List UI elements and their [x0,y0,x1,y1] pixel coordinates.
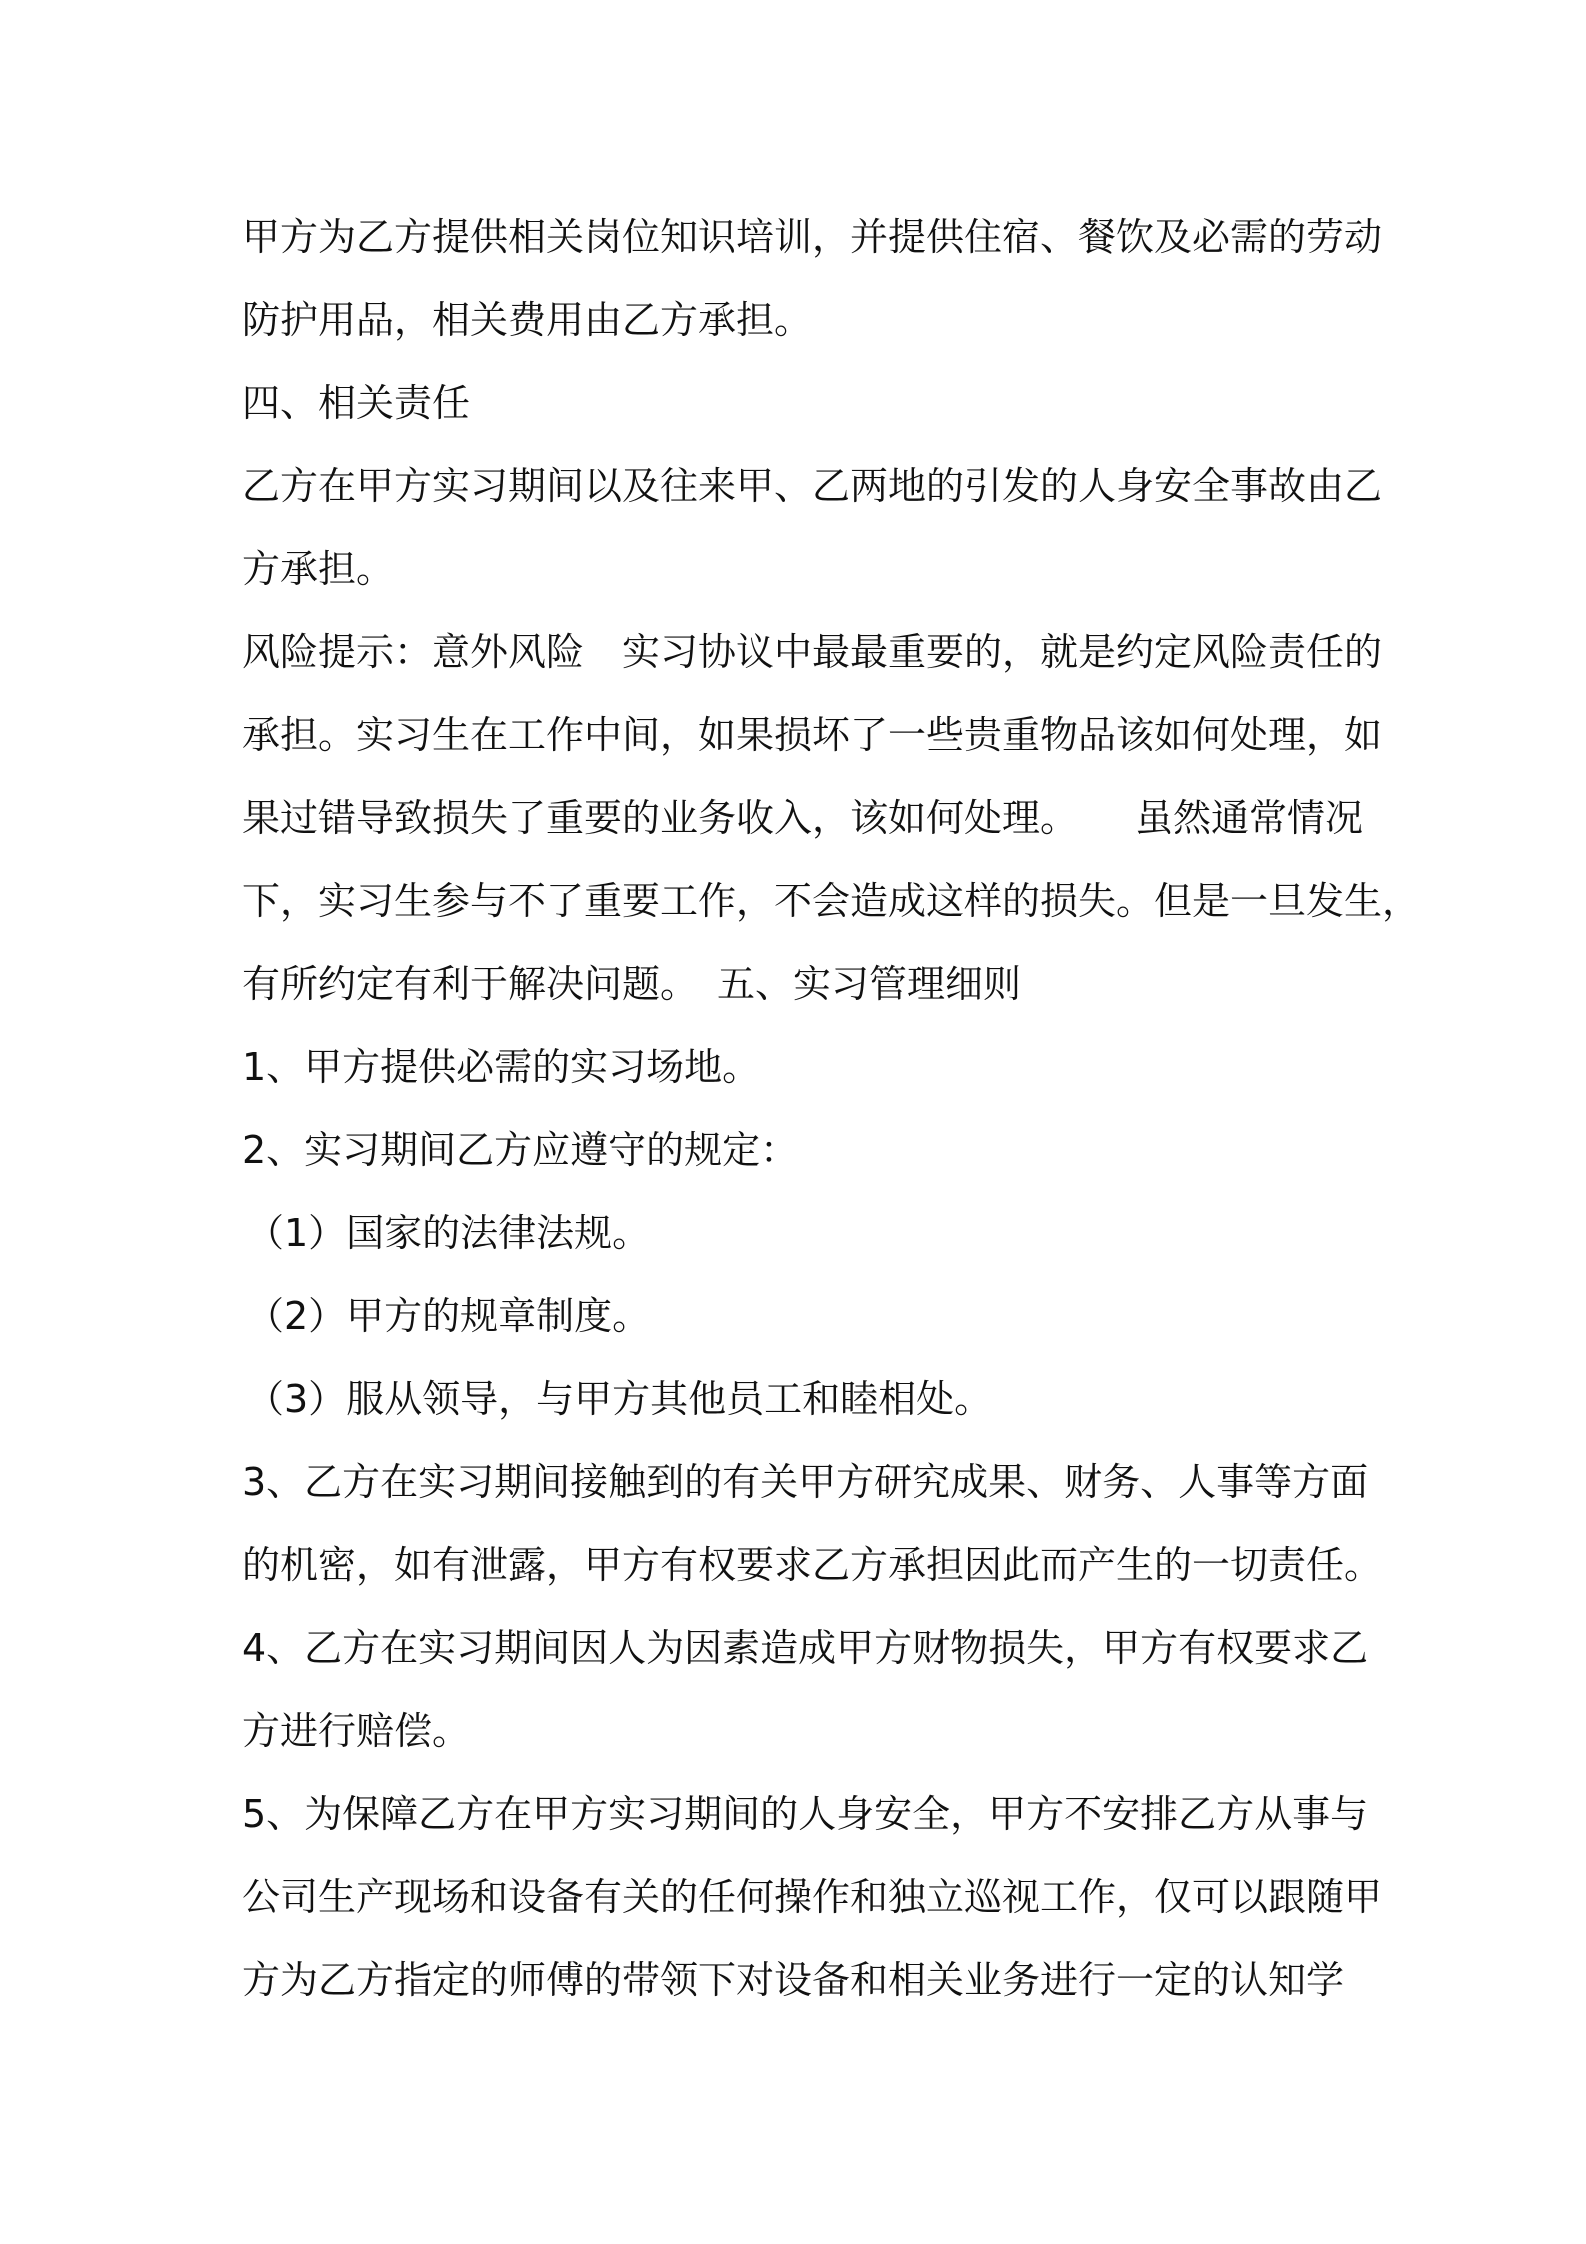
text-line: 防护用品，相关费用由乙方承担。 [242,298,813,342]
text-line: 果过错导致损失了重要的业务收入，该如何处理。 虽然通常情况 [242,796,1364,840]
sub-list-item: （1）国家的法律法规。 [246,1211,651,1255]
text-line: 风险提示：意外风险 实习协议中最最重要的，就是约定风险责任的 [242,630,1383,674]
list-item: 2、实习期间乙方应遵守的规定： [242,1128,799,1172]
document-body [242,196,1421,2022]
text-line: 甲方为乙方提供相关岗位知识培训，并提供住宿、餐饮及必需的劳动 [242,215,1383,259]
text-line: 方承担。 [242,547,395,591]
section-heading: 四、相关责任 [242,381,471,425]
list-item: 5、为保障乙方在甲方实习期间的人身安全，甲方不安排乙方从事与 [242,1792,1369,1836]
text-line: 乙方在甲方实习期间以及往来甲、乙两地的引发的人身安全事故由乙 [242,464,1383,508]
sub-list-item: （3）服从领导，与甲方其他员工和睦相处。 [246,1377,993,1421]
text-line: 的机密，如有泄露，甲方有权要求乙方承担因此而产生的一切责任。 [242,1543,1383,1587]
list-item: 4、乙方在实习期间因人为因素造成甲方财物损失，甲方有权要求乙 [242,1626,1369,1670]
text-line: 下，实习生参与不了重要工作，不会造成这样的损失。但是一旦发生， [242,879,1421,923]
list-item: 1、甲方提供必需的实习场地。 [242,1045,761,1089]
text-line: 公司生产现场和设备有关的任何操作和独立巡视工作，仅可以跟随甲 [242,1875,1383,1919]
list-item: 3、乙方在实习期间接触到的有关甲方研究成果、财务、人事等方面 [242,1460,1369,1504]
sub-list-item: （2）甲方的规章制度。 [246,1294,651,1338]
text-line: 承担。实习生在工作中间，如果损坏了一些贵重物品该如何处理，如 [242,713,1383,757]
text-line: 有所约定有利于解决问题。 五、实习管理细则 [242,962,1022,1006]
text-line: 方为乙方指定的师傅的带领下对设备和相关业务进行一定的认知学 [242,1958,1345,2002]
text-line: 方进行赔偿。 [242,1709,471,1753]
